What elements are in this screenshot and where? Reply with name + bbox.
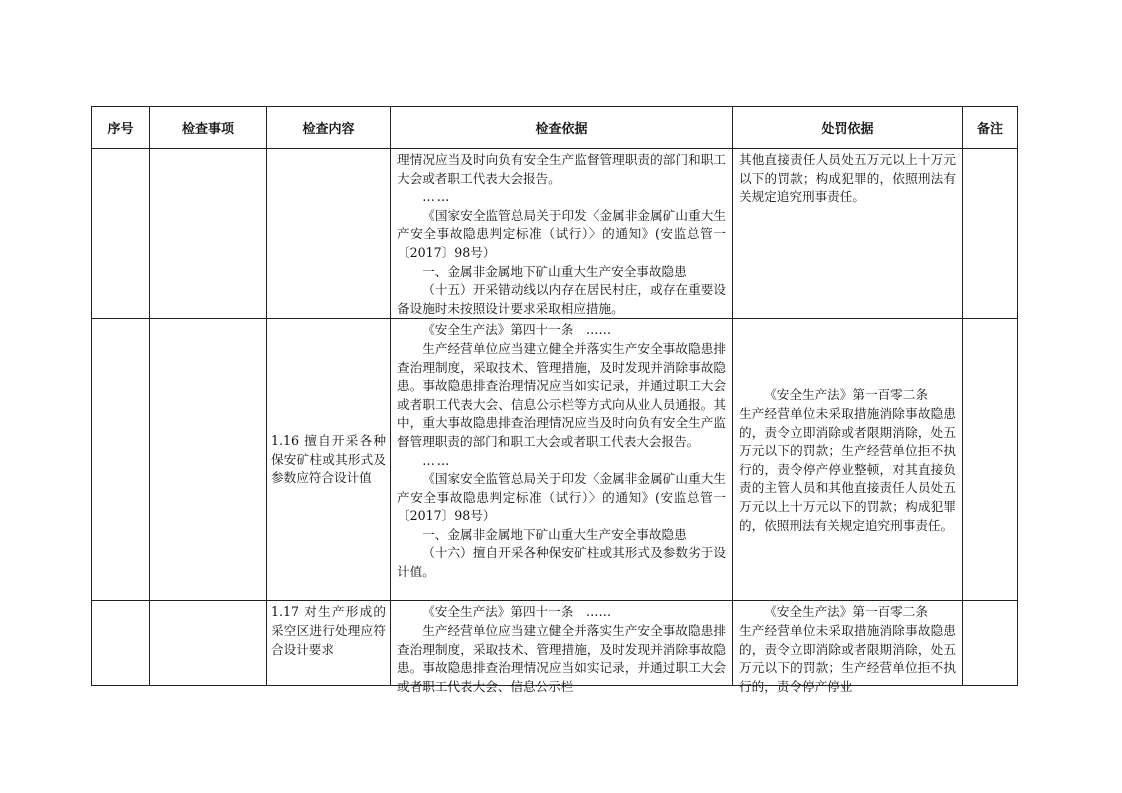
paragraph: 《安全生产法》第四十一条 …… bbox=[422, 604, 612, 620]
seq-cell bbox=[92, 149, 150, 319]
header-seq: 序号 bbox=[92, 107, 150, 149]
paragraph: 《安全生产法》第四十一条 …… bbox=[422, 322, 612, 338]
content-cell bbox=[267, 149, 391, 319]
header-row bbox=[92, 107, 1018, 149]
header-basis: 检查依据 bbox=[391, 107, 733, 149]
penalty-cell bbox=[733, 149, 963, 319]
seq-cell bbox=[92, 601, 150, 686]
paragraph: （十六）擅自开采各种保安矿柱或其形式及参数劣于设计值。 bbox=[397, 545, 726, 580]
content-text: 1.17 对生产形成的采空区进行处理应符合设计要求 bbox=[271, 604, 386, 657]
remarks-cell bbox=[963, 319, 1018, 601]
remarks-cell bbox=[963, 601, 1018, 686]
remarks-cell bbox=[963, 149, 1018, 319]
basis-text bbox=[391, 601, 732, 694]
penalty-cell bbox=[733, 601, 963, 694]
content-cell bbox=[267, 601, 391, 686]
content-cell bbox=[267, 319, 391, 601]
item-cell bbox=[150, 319, 267, 601]
header-remarks: 备注 bbox=[963, 107, 1018, 149]
paragraph: 一、金属非金属地下矿山重大生产安全事故隐患 bbox=[422, 526, 687, 542]
paragraph: 一、金属非金属地下矿山重大生产安全事故隐患 bbox=[422, 263, 687, 279]
penalty-cell bbox=[733, 319, 963, 601]
penalty-text bbox=[733, 384, 962, 535]
paragraph: …… bbox=[422, 452, 452, 468]
paragraph: （十五）开采错动线以内存在居民村庄，或存在重要设备设施时未按照设计要求采取相应措施。 bbox=[397, 282, 726, 316]
paragraph: 生产经营单位应当建立健全并落实生产安全事故隐患排查治理制度，采取技术、管理措施，及时发现并消除事故隐患。事故隐患排查治理情况应当如实记录，并通过职工大会或者职工代表大会、信息公示栏 bbox=[397, 622, 726, 694]
table-row bbox=[92, 601, 1018, 686]
paragraph: …… bbox=[422, 189, 452, 205]
paragraph: 理情况应当及时向负有安全生产监督管理职责的部门和职工大会或者职工代表大会报告。 bbox=[397, 152, 726, 186]
paragraph: 《安全生产法》第一百零二条 bbox=[764, 387, 928, 403]
paragraph: 《安全生产法》第一百零二条 bbox=[764, 604, 928, 620]
table-row bbox=[92, 319, 1018, 601]
penalty-text bbox=[733, 149, 962, 207]
header-content: 检查内容 bbox=[267, 107, 391, 149]
paragraph: 生产经营单位未采取措施消除事故隐患的，责令立即消除或者限期消除，处五万元以下的罚款；生产经营单位拒不执行的，责令停产停业 bbox=[739, 622, 956, 694]
paragraph: 《国家安全监管总局关于印发〈金属非金属矿山重大生产安全事故隐患判定标准（试行）〉的通知》(安监总管一〔2017〕98号） bbox=[397, 207, 726, 260]
inspection-table bbox=[91, 106, 1018, 694]
paragraph: 生产经营单位应当建立健全并落实生产安全事故隐患排查治理制度，采取技术、管理措施，及时发现并消除事故隐患。事故隐患排查治理情况应当如实记录，并通过职工大会或者职工代表大会、信息公示栏等方式向从业人员通报。其中，重大事故隐患排查治理情况应当及时向负有安全生产监督管理职责的部门和职工大会或者职工代表大会报告。 bbox=[397, 340, 726, 449]
header-item: 检查事项 bbox=[150, 107, 267, 149]
paragraph: 《国家安全监管总局关于印发〈金属非金属矿山重大生产安全事故隐患判定标准（试行）〉的通知》(安监总管一〔2017〕98号） bbox=[397, 471, 726, 524]
penalty-text bbox=[733, 601, 962, 694]
header-penalty: 处罚依据 bbox=[733, 107, 963, 149]
basis-cell bbox=[391, 319, 733, 601]
paragraph: 其他直接责任人员处五万元以上十万元以下的罚款；构成犯罪的，依照刑法有关规定追究刑事责任。 bbox=[739, 152, 956, 205]
item-cell bbox=[150, 601, 267, 686]
basis-text bbox=[391, 149, 732, 318]
basis-cell bbox=[391, 601, 733, 694]
seq-cell bbox=[92, 319, 150, 601]
basis-text bbox=[391, 319, 732, 581]
item-cell bbox=[150, 149, 267, 319]
paragraph: 生产经营单位未采取措施消除事故隐患的，责令立即消除或者限期消除，处五万元以下的罚款；生产经营单位拒不执行的，责令停产停业整顿，对其直接负责的主管人员和其他直接责任人员处五万元以上十万元以下的罚款；构成犯罪的，依照刑法有关规定追究刑事责任。 bbox=[739, 406, 956, 533]
table-row bbox=[92, 149, 1018, 319]
content-text: 1.16 擅自开采各种保安矿柱或其形式及参数应符合设计值 bbox=[271, 432, 386, 486]
basis-cell bbox=[391, 149, 733, 319]
